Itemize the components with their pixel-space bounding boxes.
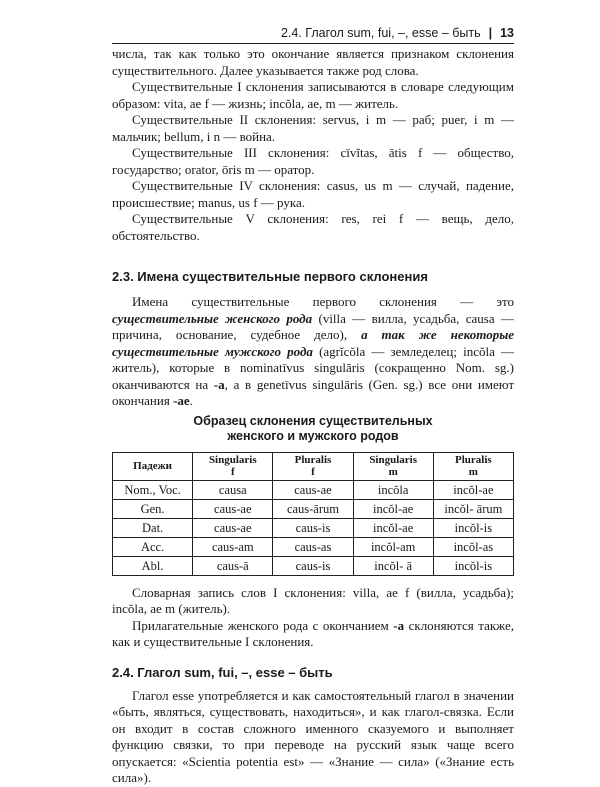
table-row xyxy=(113,499,514,518)
table-cell: caus-am xyxy=(193,537,273,556)
table-cell: incŏl-is xyxy=(433,518,513,537)
table-cell: causa xyxy=(193,480,273,499)
page-number: 13 xyxy=(500,26,514,40)
table-header-row xyxy=(113,452,514,480)
emphasis-feminine: существительные женского рода xyxy=(112,310,313,326)
running-header xyxy=(112,26,514,40)
ending-a: -a xyxy=(393,617,405,633)
table-row xyxy=(113,518,514,537)
table-cell: caus-ae xyxy=(193,499,273,518)
table-caption xyxy=(112,414,514,445)
paragraph-first-declension xyxy=(112,294,514,410)
table-row xyxy=(113,480,514,499)
table-cell: caus-ae xyxy=(273,480,353,499)
declension-table xyxy=(112,452,514,576)
running-header-title: 2.4. Глагол sum, fui, –, esse – быть xyxy=(280,26,481,40)
table-cell: caus-ae xyxy=(193,518,273,537)
paragraph-declension-2: Существительные II склонения: servus, i m — раб; puer, i m — мальчик; bellum, i n — война. xyxy=(112,112,514,144)
header-singularis-f: Singularis f xyxy=(193,452,273,480)
table-cell: caus-ārum xyxy=(273,499,353,518)
table-cell: incŏl-ae xyxy=(353,518,433,537)
emphasis-masculine: а так же некоторые существительные мужского рода xyxy=(112,327,514,359)
table-row xyxy=(113,556,514,575)
table-cell: incŏl-ae xyxy=(433,480,513,499)
table-cell: Gen. xyxy=(113,499,193,518)
table-cell: caus-is xyxy=(273,518,353,537)
text-run: (villa — вилла, усадьба, causa — причина, основание, судебное дело), xyxy=(112,310,514,342)
table-cell: Nom., Voc. xyxy=(113,480,193,499)
paragraph-dictionary-entry: Словарная запись слов I склонения: villa, ae f (вилла, усадьба); incŏla, ae m (житель). xyxy=(112,584,514,616)
table-cell: incŏl-ae xyxy=(353,499,433,518)
header-pluralis-f: Pluralis f xyxy=(273,452,353,480)
table-cell: incŏl- ā xyxy=(353,556,433,575)
text-run: Имена существительные первого склонения — это xyxy=(132,294,514,309)
table-cell: Dat. xyxy=(113,518,193,537)
table-cell: incŏla xyxy=(353,480,433,499)
text-run: склоняются также, как и существительные I склонения. xyxy=(112,617,514,649)
header-rule xyxy=(112,43,514,44)
section-heading-2-3: 2.3. Имена существительные первого склонения xyxy=(112,269,428,284)
paragraph-verb-esse: Глагол esse употребляется и как самостоятельный глагол в значении «быть, являться, существовать, находиться», и как глагол-связка. Если он входит в состав сложного именного сказуемого и выполняет функцию связки, то при переводе на русский язык чаще всего опускается: «Scientia potentia est» — «Знание — сила» («Знание есть сила»). xyxy=(112,687,514,785)
section-heading-2-4: 2.4. Глагол sum, fui, –, esse – быть xyxy=(112,664,333,680)
table-row xyxy=(113,537,514,556)
table-cell: caus-ā xyxy=(193,556,273,575)
header-pluralis-m: Pluralis m xyxy=(433,452,513,480)
table-cell: incŏl-as xyxy=(433,537,513,556)
paragraph-declension-5: Существительные V склонения: res, rei f — вещь, дело, обстоятельство. xyxy=(112,211,514,243)
table-caption-line: Образец склонения существительных xyxy=(193,413,433,428)
text-run: , а в genetīvus singulāris (Gen. sg.) все они имеют окончания xyxy=(112,376,514,408)
table-caption-line: женского и мужского родов xyxy=(227,429,399,443)
table-cell: incŏl- ārum xyxy=(433,499,513,518)
header-divider: | xyxy=(488,26,493,40)
text-run: (agrĭcŏla — земледелец; incŏla — житель), которые в nominatīvus singulāris (сокращенно Nom. sg.) оканчиваются на xyxy=(112,343,515,392)
text-run: Прилагательные женского рода с окончанием xyxy=(132,617,394,633)
paragraph-declension-3: Существительные III склонения: cīvĭtas, ātis f — общество, государство; orator, ōris m — оратор. xyxy=(112,145,514,177)
table-cell: caus-is xyxy=(273,556,353,575)
paragraph-continuation: числа, так как только это окончание является признаком склонения существительного. Далее указывается также род слова. xyxy=(112,46,514,78)
paragraph-adjectives xyxy=(112,618,514,651)
text-run: . xyxy=(189,393,193,408)
header-cases: Падежи xyxy=(113,452,193,480)
table-cell: incŏl-am xyxy=(353,537,433,556)
ending-ae: -ae xyxy=(173,393,190,408)
table-cell: incŏl-is xyxy=(433,556,513,575)
table-cell: Acc. xyxy=(113,537,193,556)
page-body xyxy=(112,46,514,787)
table-cell: caus-as xyxy=(273,537,353,556)
table-cell: Abl. xyxy=(113,556,193,575)
paragraph-declension-4: Существительные IV склонения: casus, us m — случай, падение, происшествие; manus, us f — рука. xyxy=(112,178,514,210)
header-singularis-m: Singularis m xyxy=(353,452,433,480)
paragraph-declension-1: Существительные I склонения записываются в словаре следующим образом: vita, ae f — жизнь; incŏla, ae, m — житель. xyxy=(112,79,514,111)
ending-a: -a xyxy=(213,376,225,392)
